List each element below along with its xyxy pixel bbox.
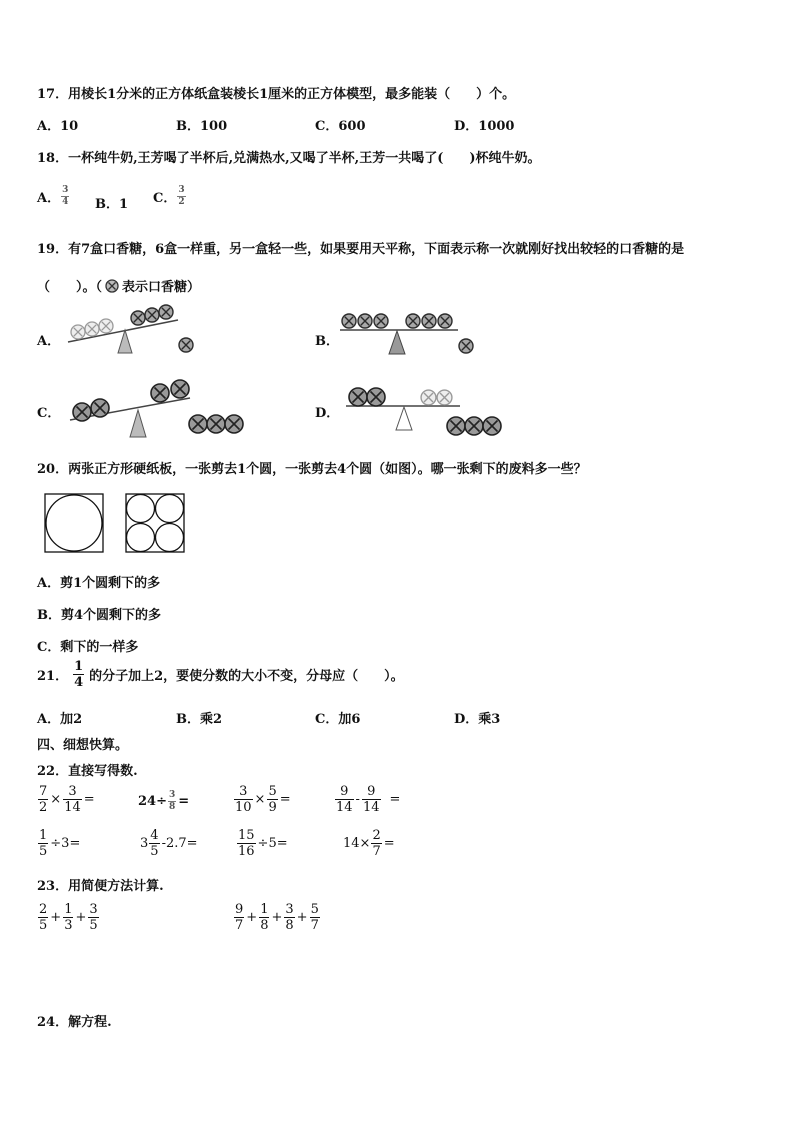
q21-stem: 21． $\frac{1}{4}$ 的分子加上2，要使分数的大小不变，分母应（ ）。 — [37, 659, 404, 690]
q20-option-b[interactable]: B．剪4个圆剩下的多 — [37, 608, 162, 623]
q22-expr-5: $\frac{1}{5}$ ÷3= — [39, 828, 81, 859]
q18-option-a-label: A． — [37, 191, 61, 206]
q17-option-b[interactable]: B．100 — [176, 119, 228, 134]
q19-label-c[interactable]: C． — [37, 406, 61, 421]
q22-expr-6: 3 $\frac{4}{5}$ -2.7= — [140, 828, 198, 859]
balance-c — [70, 380, 243, 437]
q20-figure — [44, 493, 186, 553]
q17-option-a[interactable]: A．10 — [37, 119, 79, 134]
q22-expr-7: $\frac{15}{16}$ ÷5= — [238, 828, 288, 859]
square-one-circle — [45, 494, 103, 552]
q17-option-c[interactable]: C．600 — [315, 119, 366, 134]
q19-stem-line2: （ ）。（ 表示口香糖） — [37, 280, 201, 295]
q21-option-b[interactable]: B．乘2 — [176, 712, 223, 727]
q19-label-b[interactable]: B． — [315, 334, 339, 349]
q18-option-c-label: C． — [153, 191, 177, 206]
q23-stem: 23．用简便方法计算. — [37, 879, 164, 894]
q18-stem: 18．一杯纯牛奶,王芳喝了半杯后,兑满热水,又喝了半杯,王芳一共喝了( )杯纯牛奶。 — [37, 151, 541, 166]
q22-expr-1: $\frac{7}{2}$ × $\frac{3}{14}$ = — [39, 784, 95, 815]
q23-expr-2: $\frac{9}{7}$ + $\frac{1}{8}$ + $\frac{3}{8}$ + $\frac{5}{7}$ — [235, 902, 319, 933]
q20-option-c[interactable]: C．剩下的一样多 — [37, 640, 139, 655]
q22-expr-8: 14× $\frac{2}{7}$ = — [343, 828, 395, 859]
section-four-heading: 四、细想快算。 — [37, 738, 129, 753]
q18-option-c-fraction: $\frac{3}{2}$ — [178, 185, 185, 207]
balance-d — [346, 388, 501, 435]
q17-stem: 17．用棱长1分米的正方体纸盒装棱长1厘米的正方体模型，最多能装（ ）个。 — [37, 87, 516, 102]
q21-fraction: $\frac{1}{4}$ — [74, 659, 84, 690]
q22-expr-4: $\frac{9}{14}$ - $\frac{9}{14}$ = — [336, 784, 401, 815]
q19-label-a[interactable]: A． — [37, 334, 61, 349]
square-four-circles — [126, 494, 184, 552]
balance-b — [340, 314, 473, 354]
q19-label-d[interactable]: D． — [315, 406, 340, 421]
q22-expr-3: $\frac{3}{10}$ × $\frac{5}{9}$ = — [235, 784, 291, 815]
q24-stem: 24．解方程. — [37, 1015, 112, 1030]
q22-expr-2: 24÷ $\frac{3}{8}$ = — [138, 790, 190, 812]
q22-stem: 22．直接写得数. — [37, 764, 138, 779]
q20-option-a[interactable]: A．剪1个圆剩下的多 — [37, 576, 161, 591]
q18-option-b[interactable]: B．1 — [95, 197, 129, 212]
q17-option-d[interactable]: D．1000 — [454, 119, 515, 134]
q21-option-a[interactable]: A．加2 — [37, 712, 83, 727]
q19-stem: 19．有7盒口香糖，6盒一样重，另一盒轻一些，如果要用天平称，下面表示称一次就刚好找出较轻的口香糖的是 — [37, 242, 685, 257]
q21-option-c[interactable]: C．加6 — [315, 712, 361, 727]
q18-option-a-fraction: $\frac{3}{4}$ — [62, 185, 69, 207]
q21-option-d[interactable]: D．乘3 — [454, 712, 501, 727]
q20-stem: 20．两张正方形硬纸板，一张剪去1个圆，一张剪去4个圆（如图）。哪一张剩下的废料多一些？ — [37, 462, 587, 477]
balance-a — [68, 305, 193, 353]
q23-expr-1: $\frac{2}{5}$ + $\frac{1}{3}$ + $\frac{3}{5}$ — [39, 902, 98, 933]
